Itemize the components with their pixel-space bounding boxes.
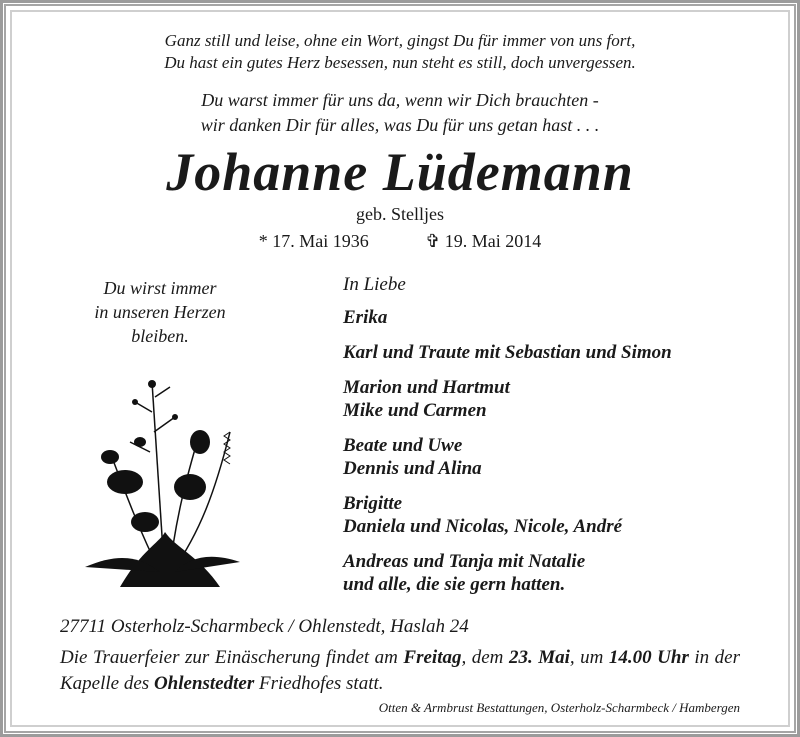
- family-line: Andreas und Tanja mit Natalie: [343, 551, 586, 572]
- second-verse: [0, 88, 800, 138]
- family-line: Karl und Traute mit Sebastian und Simon: [343, 342, 672, 363]
- deceased-name: Johanne Lüdemann: [166, 142, 634, 202]
- ceremony-time: 14.00 Uhr: [608, 647, 689, 668]
- quote-line: in unseren Herzen: [94, 302, 226, 322]
- ceremony-notice: [60, 645, 740, 697]
- family-line: Beate und Uwe: [343, 435, 463, 456]
- family-line: Dennis und Alina: [343, 458, 482, 479]
- family-group: [343, 492, 672, 538]
- family-group: [343, 341, 672, 364]
- ceremony-place: Ohlenstedter: [153, 673, 255, 694]
- family-group: [343, 376, 672, 422]
- flower-illustration-icon: [80, 372, 250, 594]
- text: Friedhofes statt.: [254, 673, 384, 694]
- life-dates: [0, 231, 800, 252]
- family-group: [343, 434, 672, 480]
- text: , um: [569, 647, 609, 668]
- verse-line: Du warst immer für uns da, wenn wir Dich brauchten -: [201, 90, 599, 110]
- opening-verse: [0, 30, 800, 74]
- text: , dem: [461, 647, 509, 668]
- address: 27711 Osterholz-Scharmbeck / Ohlenstedt, Haslah 24: [60, 616, 469, 637]
- maiden-name: geb. Stelljes: [356, 204, 444, 224]
- family-group: [343, 306, 672, 329]
- verse-line: wir danken Dir für alles, was Du für uns getan hast . . .: [200, 115, 600, 135]
- family-line: Marion und Hartmut: [343, 377, 510, 398]
- text: Die Trauerfeier zur Einäscherung findet am: [60, 647, 404, 668]
- family-line: Daniela und Nicolas, Nicole, André: [343, 516, 623, 537]
- memorial-quote: [60, 276, 260, 348]
- family-line: und alle, die sie gern hatten.: [343, 574, 566, 595]
- ceremony-day: Freitag: [403, 647, 462, 668]
- undertaker: Otten & Armbrust Bestattungen, Osterholz-Scharmbeck / Hambergen: [378, 700, 740, 715]
- family-list: [343, 274, 672, 608]
- verse-line: Ganz still und leise, ohne ein Wort, gingst Du für immer von uns fort,: [164, 31, 636, 50]
- family-intro: In Liebe: [343, 274, 406, 295]
- death-date: ✞ 19. Mai 2014: [425, 231, 542, 251]
- family-line: Erika: [343, 307, 388, 328]
- quote-line: Du wirst immer: [103, 278, 217, 298]
- birth-date: * 17. Mai 1936: [258, 231, 369, 251]
- family-line: Brigitte: [343, 493, 403, 514]
- text: in der Kapelle des: [60, 647, 741, 694]
- family-group: [343, 550, 672, 596]
- family-line: Mike und Carmen: [343, 400, 487, 421]
- ceremony-date: 23. Mai: [508, 647, 570, 668]
- verse-line: Du hast ein gutes Herz besessen, nun steht es still, doch unvergessen.: [164, 53, 636, 72]
- quote-line: bleiben.: [131, 326, 189, 346]
